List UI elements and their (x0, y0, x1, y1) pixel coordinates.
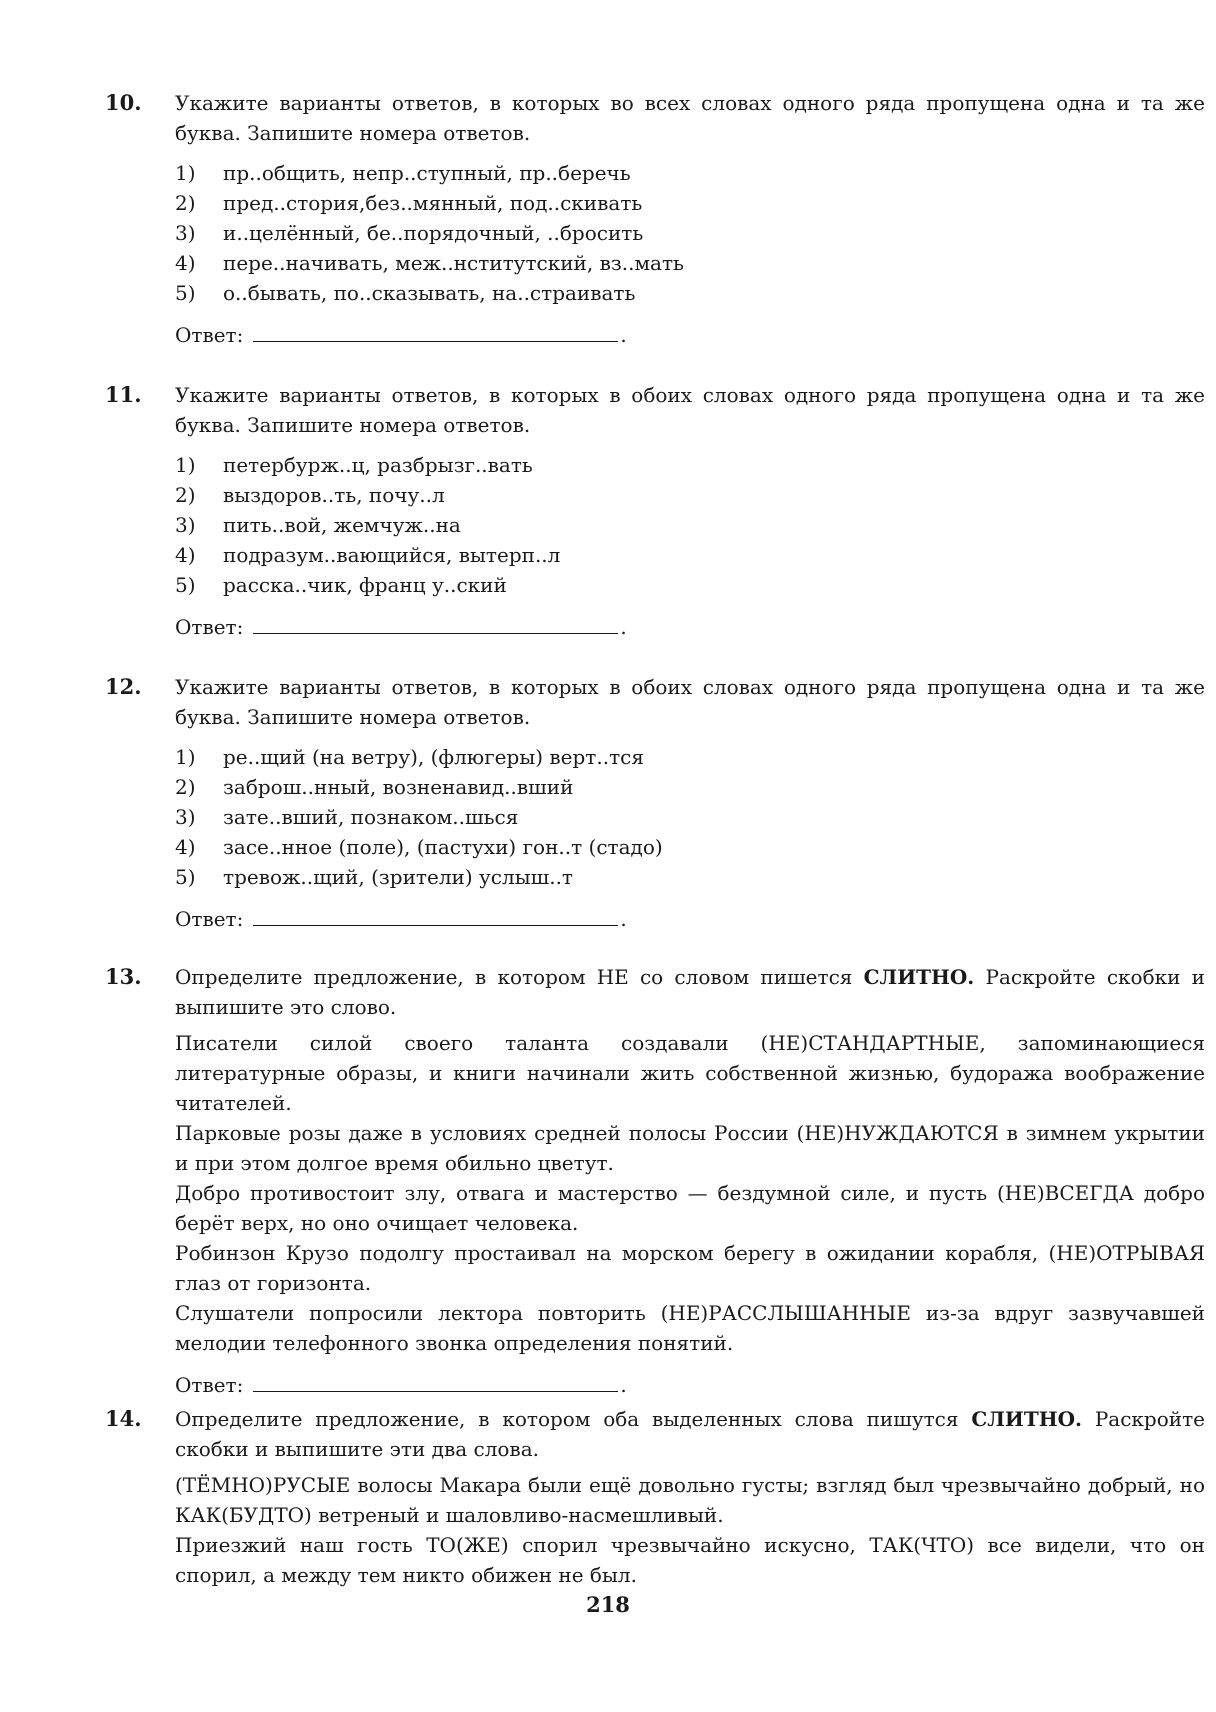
option-text: и..целённый, бе..порядочный, ..бросить (223, 221, 644, 245)
option-text: выздоров..ть, почу..л (223, 483, 445, 507)
answer-row (175, 320, 1205, 350)
options-list (175, 158, 1205, 308)
option-number: 2) (175, 483, 196, 507)
option-number: 1) (175, 745, 196, 769)
answer-field[interactable] (253, 1371, 618, 1392)
sentence: (ТЁМНО)РУСЫЕ волосы Макара были ещё довольно густы; взгляд был чрезвычайно добрый, но КАК(БУДТО) ветреный и шаловливо-насмешливый. (175, 1473, 1205, 1527)
sentence: Приезжий наш гость ТО(ЖЕ) спорил чрезвычайно искусно, ТАК(ЧТО) все видели, что он спорил, а между тем никто обижен не был. (175, 1533, 1205, 1587)
sentences-block (175, 1470, 1205, 1590)
option-item (175, 570, 1205, 600)
answer-field[interactable] (253, 613, 618, 634)
answer-label: Ответ: (175, 615, 244, 639)
task-number: 11. (105, 382, 142, 407)
task-10 (105, 88, 1205, 350)
page-number: 218 (586, 1592, 630, 1617)
option-text: ре..щий (на ветру), (флюгеры) верт..тся (223, 745, 644, 769)
task-prompt: Укажите варианты ответов, в которых в обоих словах одного ряда пропущена одна и та же буква. Запишите номера ответов. (175, 675, 1205, 729)
options-list (175, 450, 1205, 600)
option-number: 2) (175, 191, 196, 215)
task-14 (105, 1404, 1205, 1590)
sentences-block (175, 1028, 1205, 1358)
option-text: пр..общить, непр..ступный, пр..беречь (223, 161, 631, 185)
task-number: 13. (105, 964, 142, 989)
option-text: зате..вший, познаком..шься (223, 805, 519, 829)
option-number: 1) (175, 161, 196, 185)
option-item (175, 742, 1205, 772)
prompt-emphasis: СЛИТНО. (863, 965, 975, 989)
option-number: 4) (175, 251, 196, 275)
option-item (175, 218, 1205, 248)
option-text: пред..стория,без..мянный, под..скивать (223, 191, 643, 215)
option-item (175, 862, 1205, 892)
option-text: тревож..щий, (зрители) услыш..т (223, 865, 573, 889)
option-number: 5) (175, 281, 196, 305)
answer-field[interactable] (253, 321, 618, 342)
option-number: 5) (175, 573, 196, 597)
answer-dot: . (620, 615, 627, 639)
option-item (175, 188, 1205, 218)
option-text: петербурж..ц, разбрызг..вать (223, 453, 533, 477)
option-text: пере..начивать, меж..нститутский, вз..мать (223, 251, 684, 275)
prompt-text: Определите предложение, в котором НЕ со словом пишется (175, 965, 864, 989)
task-number: 10. (105, 90, 142, 115)
answer-label: Ответ: (175, 907, 244, 931)
task-prompt: Укажите варианты ответов, в которых во всех словах одного ряда пропущена одна и та же буква. Запишите номера ответов. (175, 91, 1205, 145)
answer-field[interactable] (253, 905, 618, 926)
option-text: засе..нное (поле), (пастухи) гон..т (стадо) (223, 835, 663, 859)
option-number: 2) (175, 775, 196, 799)
option-item (175, 278, 1205, 308)
sentence: Парковые розы даже в условиях средней полосы России (НЕ)НУЖДАЮТСЯ в зимнем укрытии и при этом долгое время обильно цветут. (175, 1121, 1205, 1175)
answer-dot: . (620, 323, 627, 347)
option-item (175, 772, 1205, 802)
task-11 (105, 380, 1205, 642)
option-text: расска..чик, франц у..ский (223, 573, 507, 597)
option-item (175, 802, 1205, 832)
option-number: 4) (175, 835, 196, 859)
option-number: 3) (175, 805, 196, 829)
option-item (175, 248, 1205, 278)
option-number: 3) (175, 513, 196, 537)
prompt-text: Определите предложение, в котором оба выделенных слова пишутся (175, 1407, 972, 1431)
task-prompt (175, 962, 1205, 1022)
task-number: 12. (105, 674, 142, 699)
sentence: Слушатели попросили лектора повторить (НЕ)РАССЛЫШАННЫЕ из-за вдруг зазвучавшей мелодии телефонного звонка определения понятий. (175, 1301, 1205, 1355)
sentence: Добро противостоит злу, отвага и мастерство — бездумной силе, и пусть (НЕ)ВСЕГДА добро берёт верх, но оно очищает человека. (175, 1181, 1205, 1235)
sentence: Писатели силой своего таланта создавали (НЕ)СТАНДАРТНЫЕ, запоминающиеся литературные образы, и книги начинали жить собственной жизнью, будоража воображение читателей. (175, 1031, 1205, 1115)
task-13 (105, 962, 1205, 1400)
task-prompt (175, 1404, 1205, 1464)
option-text: пить..вой, жемчуж..на (223, 513, 461, 537)
option-item (175, 832, 1205, 862)
task-number: 14. (105, 1406, 142, 1431)
answer-row (175, 612, 1205, 642)
sentence: Робинзон Крузо подолгу простаивал на морском берегу в ожидании корабля, (НЕ)ОТРЫВАЯ глаз от горизонта. (175, 1241, 1205, 1295)
option-number: 4) (175, 543, 196, 567)
option-item (175, 450, 1205, 480)
answer-row (175, 904, 1205, 934)
option-item (175, 158, 1205, 188)
option-item (175, 510, 1205, 540)
prompt-emphasis: СЛИТНО. (971, 1407, 1082, 1431)
answer-dot: . (620, 907, 627, 931)
option-text: о..бывать, по..сказывать, на..страивать (223, 281, 636, 305)
option-item (175, 480, 1205, 510)
prompt-text: Раскройте скобки и выпишите это слово. (175, 965, 1206, 1019)
task-12 (105, 672, 1205, 934)
answer-row (175, 1370, 1205, 1400)
options-list (175, 742, 1205, 892)
option-text: заброш..нный, возненавид..вший (223, 775, 574, 799)
task-prompt: Укажите варианты ответов, в которых в обоих словах одного ряда пропущена одна и та же буква. Запишите номера ответов. (175, 383, 1205, 437)
option-number: 1) (175, 453, 196, 477)
answer-dot: . (620, 1373, 627, 1397)
option-number: 5) (175, 865, 196, 889)
answer-label: Ответ: (175, 323, 244, 347)
option-item (175, 540, 1205, 570)
prompt-text: Раскройте скобки и выпишите эти два слова. (175, 1407, 1205, 1461)
option-text: подразум..вающийся, вытерп..л (223, 543, 561, 567)
answer-label: Ответ: (175, 1373, 244, 1397)
option-number: 3) (175, 221, 196, 245)
